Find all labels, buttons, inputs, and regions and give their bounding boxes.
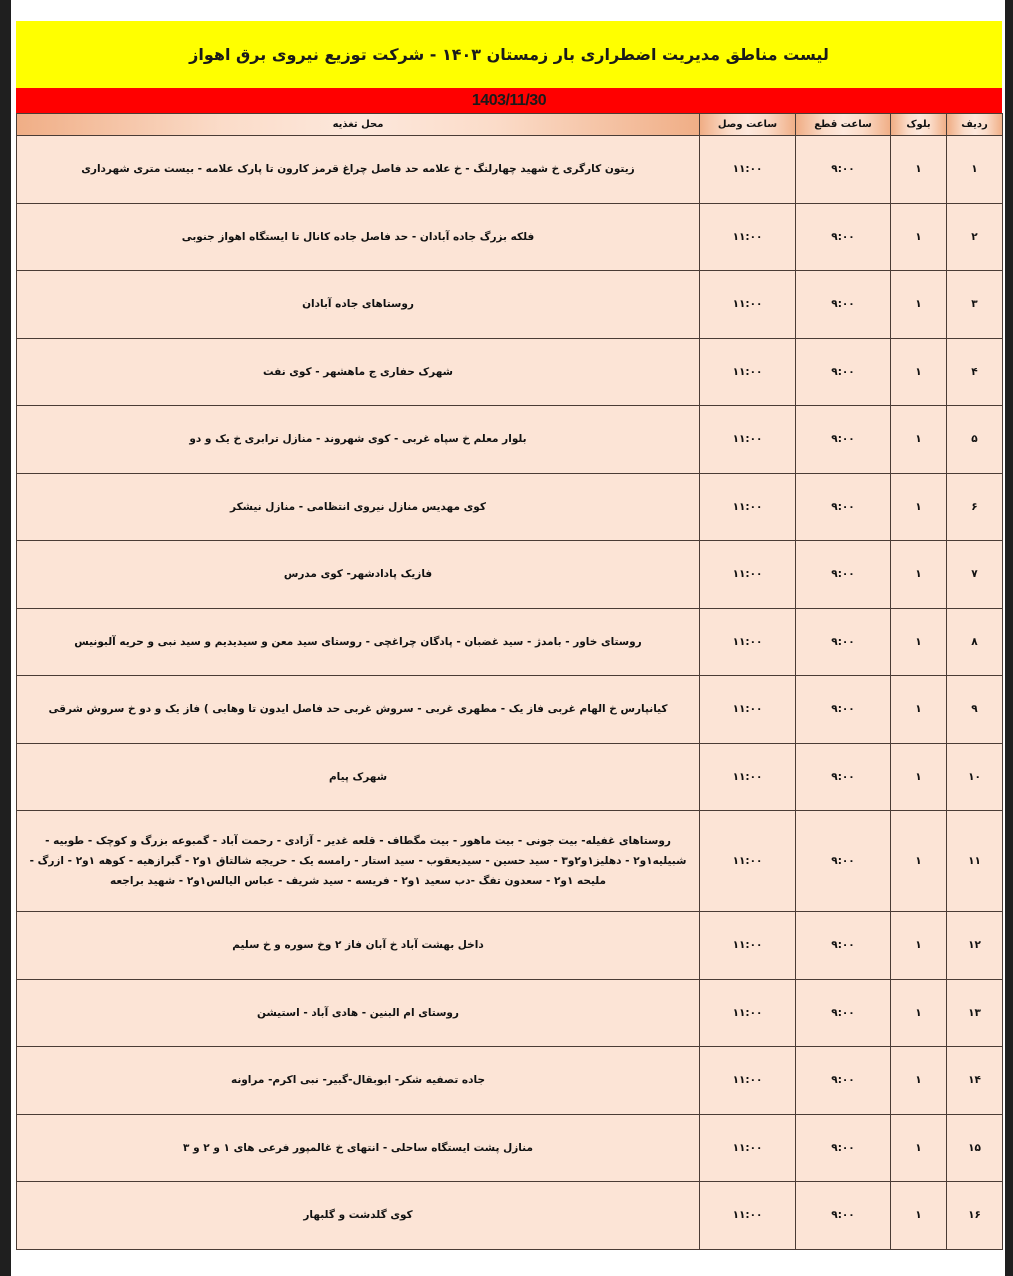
connect-time: ۱۱:۰۰ <box>700 1114 796 1182</box>
table-row <box>17 743 1003 811</box>
row-number: ۷ <box>947 541 1003 609</box>
table-row <box>17 203 1003 271</box>
table-row <box>17 811 1003 912</box>
location: جاده تصفیه شکر- ابوبقال-گبیر- نبی اکرم- مراونه <box>17 1047 700 1115</box>
location: شهرک پیام <box>17 743 700 811</box>
table-row <box>17 136 1003 204</box>
block-number: ۱ <box>891 473 947 541</box>
cut-time: ۹:۰۰ <box>796 136 891 204</box>
block-number: ۱ <box>891 136 947 204</box>
block-number: ۱ <box>891 743 947 811</box>
connect-time: ۱۱:۰۰ <box>700 608 796 676</box>
block-number: ۱ <box>891 1182 947 1250</box>
block-number: ۱ <box>891 541 947 609</box>
block-number: ۱ <box>891 203 947 271</box>
connect-time: ۱۱:۰۰ <box>700 743 796 811</box>
location: فازیک پادادشهر- کوی مدرس <box>17 541 700 609</box>
block-number: ۱ <box>891 811 947 912</box>
table-row <box>17 1047 1003 1115</box>
row-number: ۱۲ <box>947 912 1003 980</box>
row-number: ۱۶ <box>947 1182 1003 1250</box>
location: روستاهای غفیله- بیت جونی - بیت ماهور - بیت مگطاف - قلعه غدیر - آزادی - رحمت آباد - گمبوعه بزرگ و کوچک - طوبیه - شبیلیه۱و۲ - دهلیز۱و۲و۳ - سید حسین - سیدیعقوب - سید استار - رامسه یک - حریجه شالتاق ۱و۲ - گبرازهیه - کوهه ۱و۲ - ازرگ - ملیحه ۱و۲ - سعدون تفگ -دب سعید ۱و۲ - فریسه - سید شریف - عباس الیالس۱و۲ - شهید براجعه <box>17 811 700 912</box>
outage-schedule-sheet <box>16 21 1002 1250</box>
connect-time: ۱۱:۰۰ <box>700 338 796 406</box>
row-number: ۲ <box>947 203 1003 271</box>
connect-time: ۱۱:۰۰ <box>700 136 796 204</box>
cut-time: ۹:۰۰ <box>796 912 891 980</box>
row-number: ۸ <box>947 608 1003 676</box>
row-number: ۹ <box>947 676 1003 744</box>
block-number: ۱ <box>891 338 947 406</box>
table-row <box>17 979 1003 1047</box>
row-number: ۱۴ <box>947 1047 1003 1115</box>
connect-time: ۱۱:۰۰ <box>700 271 796 339</box>
connect-time: ۱۱:۰۰ <box>700 1182 796 1250</box>
cut-time: ۹:۰۰ <box>796 608 891 676</box>
block-number: ۱ <box>891 1047 947 1115</box>
block-number: ۱ <box>891 676 947 744</box>
connect-time: ۱۱:۰۰ <box>700 676 796 744</box>
row-number: ۳ <box>947 271 1003 339</box>
row-number: ۱۰ <box>947 743 1003 811</box>
table-row <box>17 608 1003 676</box>
block-number: ۱ <box>891 271 947 339</box>
location: روستای ام البنین - هادی آباد - استیشن <box>17 979 700 1047</box>
schedule-date: 1403/11/30 <box>16 88 1002 113</box>
table-row <box>17 676 1003 744</box>
row-number: ۵ <box>947 406 1003 474</box>
cut-time: ۹:۰۰ <box>796 541 891 609</box>
block-number: ۱ <box>891 1114 947 1182</box>
cut-time: ۹:۰۰ <box>796 1182 891 1250</box>
block-number: ۱ <box>891 608 947 676</box>
table-row <box>17 271 1003 339</box>
header-location: محل تغذیه <box>17 114 700 136</box>
row-number: ۱۳ <box>947 979 1003 1047</box>
document-title: لیست مناطق مدیریت اضطراری بار زمستان ۱۴۰۳ - شرکت توزیع نیروی برق اهواز <box>16 21 1002 88</box>
cut-time: ۹:۰۰ <box>796 743 891 811</box>
cut-time: ۹:۰۰ <box>796 1047 891 1115</box>
cut-time: ۹:۰۰ <box>796 811 891 912</box>
block-number: ۱ <box>891 406 947 474</box>
connect-time: ۱۱:۰۰ <box>700 912 796 980</box>
row-number: ۱۵ <box>947 1114 1003 1182</box>
right-frame-edge <box>1005 0 1013 1276</box>
table-row <box>17 473 1003 541</box>
row-number: ۱۱ <box>947 811 1003 912</box>
block-number: ۱ <box>891 979 947 1047</box>
location: منازل پشت ایستگاه ساحلی - انتهای خ غالمپور فرعی های ۱ و ۲ و ۳ <box>17 1114 700 1182</box>
cut-time: ۹:۰۰ <box>796 979 891 1047</box>
cut-time: ۹:۰۰ <box>796 203 891 271</box>
location: داخل بهشت آباد خ آبان فاز ۲ وخ سوره و خ سلیم <box>17 912 700 980</box>
row-number: ۶ <box>947 473 1003 541</box>
header-cut-time: ساعت قطع <box>796 114 891 136</box>
row-number: ۱ <box>947 136 1003 204</box>
location: کیانپارس خ الهام غربی فاز یک - مطهری غربی - سروش غربی حد فاصل ایدون تا وهابی ) فاز یک و دو خ سروش شرقی <box>17 676 700 744</box>
location: کوی گلدشت و گلبهار <box>17 1182 700 1250</box>
table-row <box>17 912 1003 980</box>
location: کوی مهدیس منازل نیروی انتظامی - منازل نیشکر <box>17 473 700 541</box>
cut-time: ۹:۰۰ <box>796 473 891 541</box>
table-row <box>17 1182 1003 1250</box>
header-block: بلوک <box>891 114 947 136</box>
table-row <box>17 541 1003 609</box>
connect-time: ۱۱:۰۰ <box>700 406 796 474</box>
connect-time: ۱۱:۰۰ <box>700 979 796 1047</box>
connect-time: ۱۱:۰۰ <box>700 1047 796 1115</box>
location: روستای خاور - بامدژ - سید غضبان - پادگان چراغچی - روستای سید معن و سیدیدیم و سید نبی و حریه آلبونیس <box>17 608 700 676</box>
location: فلکه بزرگ جاده آبادان - حد فاصل جاده کانال تا ایستگاه اهواز جنوبی <box>17 203 700 271</box>
cut-time: ۹:۰۰ <box>796 1114 891 1182</box>
location: زیتون کارگری خ شهید چهارلنگ - خ علامه حد فاصل چراغ قرمز کارون تا پارک علامه - بیست متری شهرداری <box>17 136 700 204</box>
cut-time: ۹:۰۰ <box>796 338 891 406</box>
cut-time: ۹:۰۰ <box>796 271 891 339</box>
connect-time: ۱۱:۰۰ <box>700 541 796 609</box>
left-frame-edge <box>0 0 11 1276</box>
connect-time: ۱۱:۰۰ <box>700 473 796 541</box>
table-row <box>17 1114 1003 1182</box>
table-row <box>17 338 1003 406</box>
location: شهرک حفاری ج ماهشهر - کوی نفت <box>17 338 700 406</box>
connect-time: ۱۱:۰۰ <box>700 203 796 271</box>
row-number: ۴ <box>947 338 1003 406</box>
table-row <box>17 406 1003 474</box>
header-row-number: ردیف <box>947 114 1003 136</box>
header-connect-time: ساعت وصل <box>700 114 796 136</box>
location: بلوار معلم خ سپاه غربی - کوی شهروند - منازل ترابری خ یک و دو <box>17 406 700 474</box>
cut-time: ۹:۰۰ <box>796 406 891 474</box>
connect-time: ۱۱:۰۰ <box>700 811 796 912</box>
location: روستاهای جاده آبادان <box>17 271 700 339</box>
table-header-row <box>17 114 1003 136</box>
outage-table <box>16 113 1003 1250</box>
block-number: ۱ <box>891 912 947 980</box>
cut-time: ۹:۰۰ <box>796 676 891 744</box>
